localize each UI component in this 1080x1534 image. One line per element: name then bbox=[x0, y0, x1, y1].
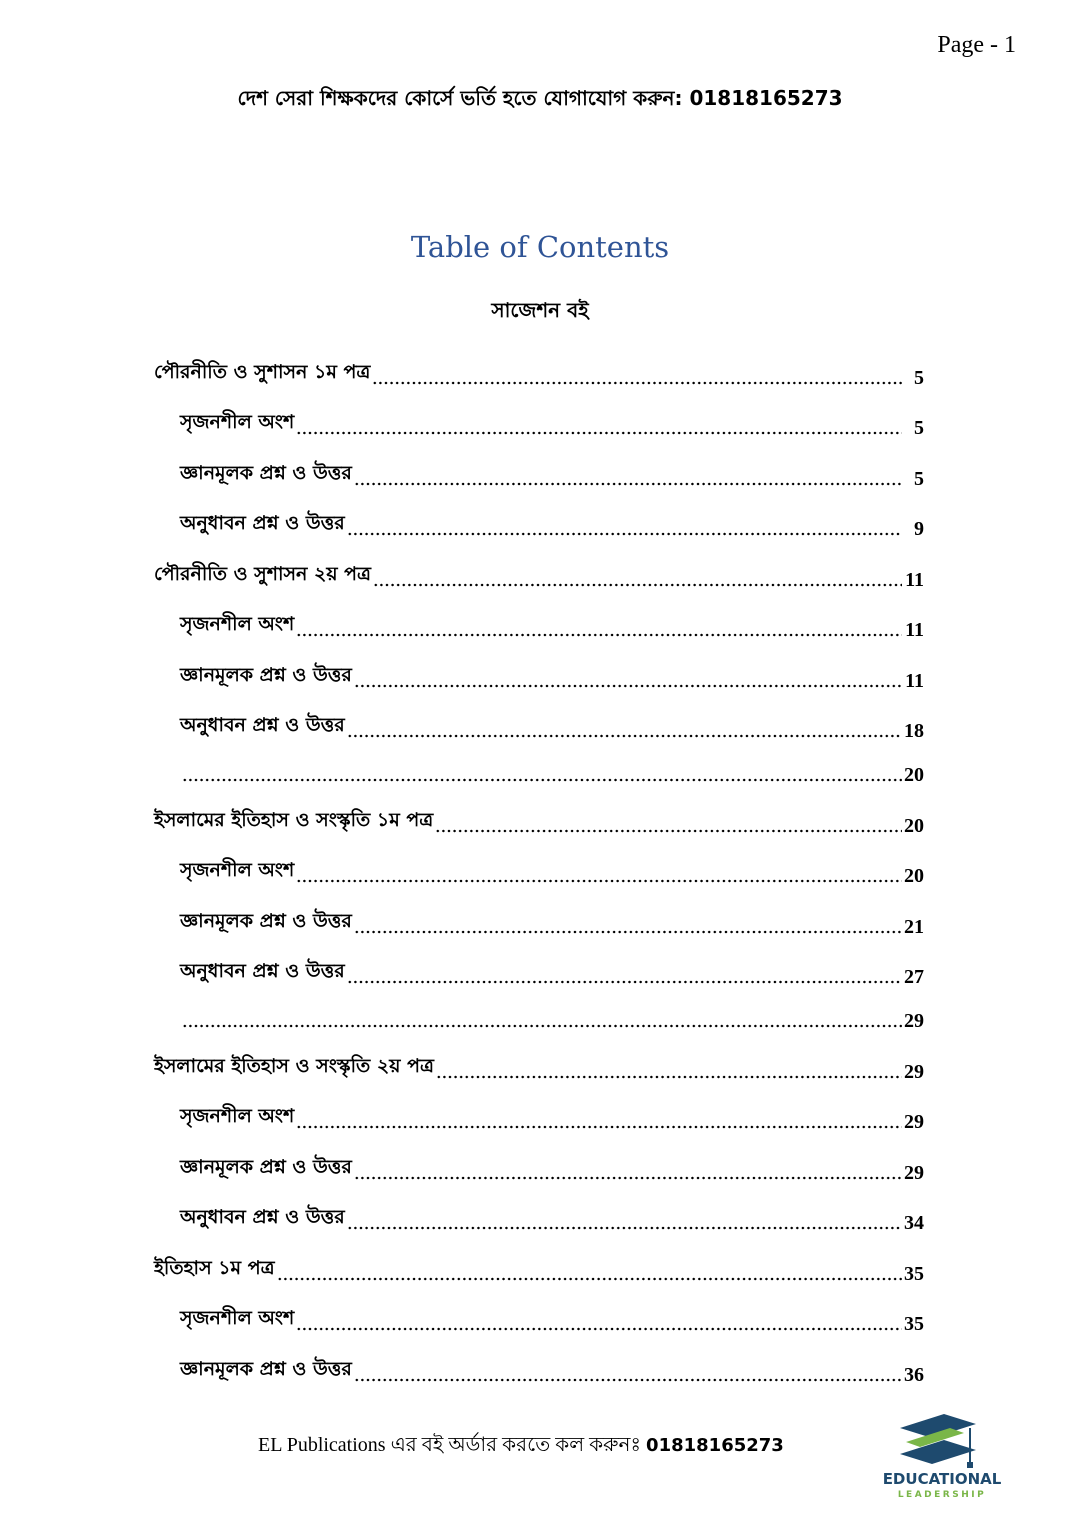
toc-entry[interactable] bbox=[154, 648, 924, 699]
toc-entry-label: পৌরনীতি ও সুশাসন ১ম পত্র bbox=[154, 360, 371, 383]
toc-dot-leader bbox=[277, 1277, 902, 1281]
toc-entry[interactable] bbox=[154, 396, 924, 447]
toc-entry[interactable] bbox=[154, 1342, 924, 1393]
toc-list bbox=[154, 345, 924, 1393]
toc-entry-page: 18 bbox=[904, 720, 924, 742]
toc-dot-leader bbox=[354, 482, 902, 486]
toc-entry[interactable] bbox=[154, 1039, 924, 1090]
footer-order-text: EL Publications এর বই অর্ডার করতে কল করুনঃ bbox=[258, 1434, 647, 1456]
toc-dot-leader bbox=[296, 1125, 902, 1129]
toc-entry-page: 29 bbox=[904, 1111, 924, 1133]
toc-dot-leader bbox=[296, 633, 902, 637]
toc-entry-label: অনুধাবন প্রশ্ন ও উত্তর bbox=[180, 714, 345, 736]
toc-dot-leader bbox=[182, 778, 902, 782]
toc-dot-leader bbox=[347, 980, 902, 984]
toc-entry[interactable] bbox=[154, 844, 924, 895]
toc-entry[interactable] bbox=[154, 1140, 924, 1191]
toc-entry-label: সৃজনশীল অংশ bbox=[180, 411, 295, 433]
toc-dot-leader bbox=[347, 1226, 902, 1230]
toc-entry[interactable] bbox=[154, 699, 924, 750]
toc-entry-page: 29 bbox=[904, 1161, 924, 1184]
toc-dot-leader bbox=[296, 431, 902, 435]
toc-entry[interactable] bbox=[154, 345, 924, 396]
toc-entry-label: সৃজনশীল অংশ bbox=[180, 1307, 295, 1329]
toc-dot-leader bbox=[296, 1327, 902, 1331]
toc-entry-page: 20 bbox=[904, 764, 924, 786]
toc-entry-page: 9 bbox=[914, 518, 924, 540]
toc-entry-page: 11 bbox=[905, 619, 924, 641]
footer-text bbox=[258, 1430, 784, 1463]
toc-entry-label: সৃজনশীল অংশ bbox=[180, 613, 295, 635]
toc-entry[interactable] bbox=[154, 497, 924, 548]
toc-entry-label: ইতিহাস ১ম পত্র bbox=[154, 1256, 275, 1279]
toc-entry-label: সৃজনশীল অংশ bbox=[180, 859, 295, 881]
toc-entry-label: জ্ঞানমূলক প্রশ্ন ও উত্তর bbox=[180, 1155, 352, 1178]
toc-entry[interactable] bbox=[154, 446, 924, 497]
toc-entry[interactable] bbox=[154, 598, 924, 649]
toc-dot-leader bbox=[354, 684, 902, 688]
toc-entry-page: 20 bbox=[904, 814, 924, 837]
toc-dot-leader bbox=[354, 930, 902, 934]
toc-entry[interactable] bbox=[154, 749, 924, 793]
toc-entry-label: জ্ঞানমূলক প্রশ্ন ও উত্তর bbox=[180, 663, 352, 686]
toc-entry-page: 20 bbox=[904, 865, 924, 887]
toc-title: Table of Contents bbox=[410, 230, 670, 264]
toc-dot-leader bbox=[182, 1024, 902, 1028]
toc-entry-page: 11 bbox=[905, 568, 924, 591]
toc-entry-page: 27 bbox=[904, 966, 924, 988]
toc-entry-page: 5 bbox=[914, 467, 924, 490]
toc-entry-label: অনুধাবন প্রশ্ন ও উত্তর bbox=[180, 1206, 345, 1228]
toc-entry[interactable] bbox=[154, 793, 924, 844]
toc-dot-leader bbox=[347, 532, 902, 536]
toc-dot-leader bbox=[354, 1378, 902, 1382]
toc-entry-page: 5 bbox=[914, 417, 924, 439]
toc-dot-leader bbox=[373, 583, 902, 587]
toc-entry-label: অনুধাবন প্রশ্ন ও উত্তর bbox=[180, 512, 345, 534]
toc-entry-page: 36 bbox=[904, 1363, 924, 1386]
toc-entry[interactable] bbox=[154, 945, 924, 996]
toc-entry-label: জ্ঞানমূলক প্রশ্ন ও উত্তর bbox=[180, 461, 352, 484]
toc-dot-leader bbox=[296, 879, 902, 883]
logo-subtitle: LEADERSHIP bbox=[897, 1490, 987, 1500]
toc-entry[interactable] bbox=[154, 995, 924, 1039]
toc-dot-leader bbox=[436, 1075, 902, 1079]
toc-entry-label: ইসলামের ইতিহাস ও সংস্কৃতি ২য় পত্র bbox=[154, 1054, 434, 1077]
toc-entry-label: জ্ঞানমূলক প্রশ্ন ও উত্তর bbox=[180, 909, 352, 932]
toc-entry-label: জ্ঞানমূলক প্রশ্ন ও উত্তর bbox=[180, 1357, 352, 1380]
toc-subtitle: সাজেশন বই bbox=[491, 298, 589, 322]
footer-phone: 01818165273 bbox=[646, 1435, 784, 1456]
toc-entry-page: 21 bbox=[904, 915, 924, 938]
toc-entry-label: সৃজনশীল অংশ bbox=[180, 1105, 295, 1127]
toc-dot-leader bbox=[347, 734, 902, 738]
toc-entry[interactable] bbox=[154, 1090, 924, 1141]
page-number: Page - 1 bbox=[937, 32, 1016, 58]
toc-entry[interactable] bbox=[154, 1292, 924, 1343]
logo-name: EDUCATIONAL bbox=[882, 1470, 1002, 1488]
toc-entry[interactable] bbox=[154, 1241, 924, 1292]
toc-entry-page: 34 bbox=[904, 1212, 924, 1234]
toc-entry[interactable] bbox=[154, 894, 924, 945]
toc-entry-page: 35 bbox=[904, 1313, 924, 1335]
toc-entry-label: ইসলামের ইতিহাস ও সংস্কৃতি ১ম পত্র bbox=[154, 808, 434, 831]
toc-dot-leader bbox=[354, 1176, 902, 1180]
toc-entry-label: অনুধাবন প্রশ্ন ও উত্তর bbox=[180, 960, 345, 982]
toc-dot-leader bbox=[372, 381, 902, 385]
toc-entry[interactable] bbox=[154, 547, 924, 598]
toc-entry[interactable] bbox=[154, 1191, 924, 1242]
toc-dot-leader bbox=[435, 829, 902, 833]
toc-entry-page: 5 bbox=[914, 366, 924, 389]
toc-entry-label: পৌরনীতি ও সুশাসন ২য় পত্র bbox=[154, 562, 372, 585]
toc-entry-page: 35 bbox=[904, 1262, 924, 1285]
toc-entry-page: 29 bbox=[904, 1060, 924, 1083]
toc-entry-page: 11 bbox=[905, 669, 924, 692]
toc-entry-page: 29 bbox=[904, 1010, 924, 1032]
header-contact-line: দেশ সেরা শিক্ষকদের কোর্সে ভর্তি হতে যোগাযোগ করুন: 01818165273 bbox=[237, 86, 843, 110]
